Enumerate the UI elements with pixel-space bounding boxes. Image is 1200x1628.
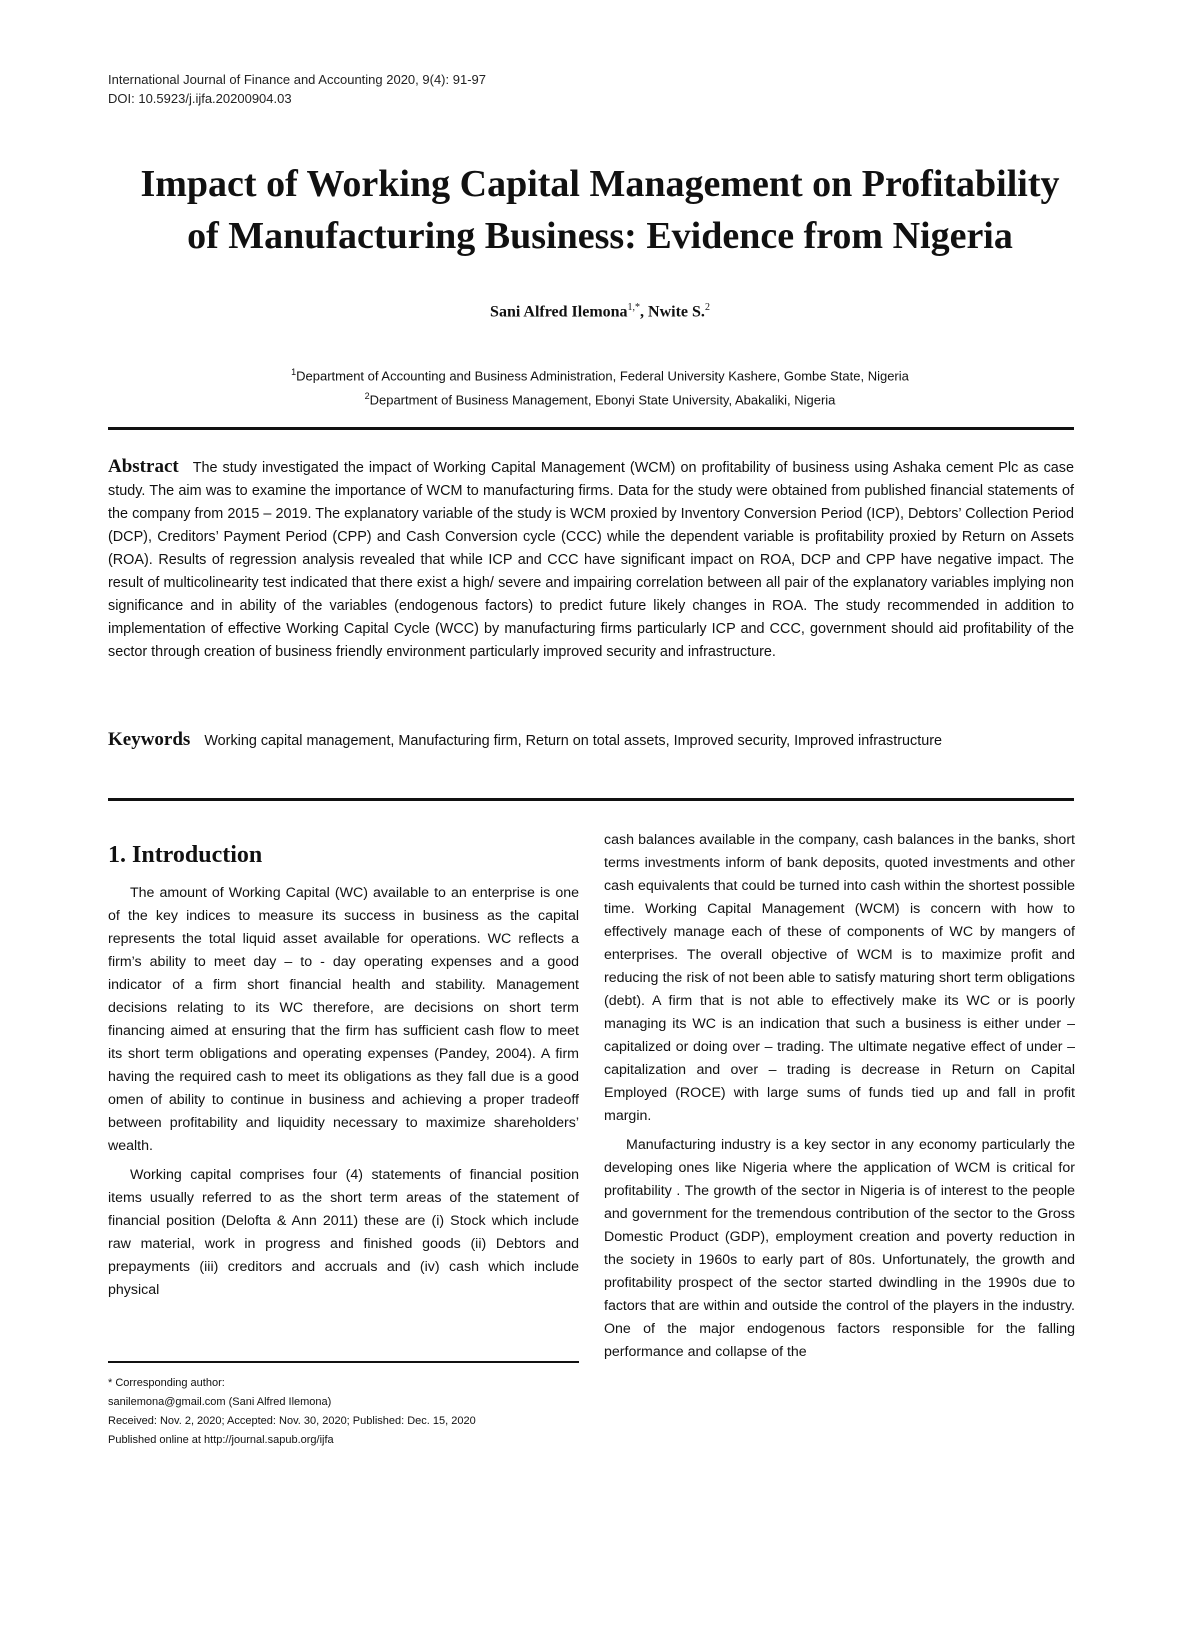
- title-line-1: Impact of Working Capital Management on Profitability: [140, 163, 1060, 205]
- footnote-divider: [108, 1361, 579, 1363]
- author-separator: ,: [640, 303, 649, 321]
- paragraph: Manufacturing industry is a key sector in any economy particularly the developing ones like Nigeria where the application of WCM is critical for profitability . The growth of the sector in Nigeria is of interest to the people and government for the tremendous contribution of the sector to the Gross Domestic Product (GDP), employment creation and poverty reduction in the society in 1960s to early part of 80s. Unfortunately, the growth and profitability prospect of the sector started dwindling in the 1990s due to factors that are within and outside the control of the players in the industry. One of the major endogenous factors responsible for the falling performance and collapse of the: [604, 1137, 1075, 1360]
- keywords: [108, 728, 1074, 753]
- divider-bottom: [108, 798, 1074, 801]
- affiliation: [0, 386, 1200, 410]
- keywords-label: Keywords: [108, 729, 191, 750]
- journal-citation: International Journal of Finance and Accounting 2020, 9(4): 91-97: [108, 72, 486, 87]
- section-heading: 1. Introduction: [108, 842, 263, 868]
- affiliation: [0, 362, 1200, 386]
- footnote: [108, 1374, 579, 1450]
- publication-url: Published online at http://journal.sapub.org/ijfa: [108, 1434, 334, 1446]
- title-line-2: of Manufacturing Business: Evidence from Nigeria: [187, 215, 1013, 257]
- paragraph: cash balances available in the company, cash balances in the banks, short terms investments inform of bank deposits, quoted investments and other cash equivalents that could be turned into cash within the shortest possible time. Working Capital Management (WCM) is concern with how to effectively manage each of these of components of WC by mangers of enterprises. The overall objective of WCM is to maximize profit and reducing the risk of not been able to satisfy maturing short term obligations (debt). A firm that is not able to effectively make its WC or is poorly managing its WC is an indication that such a business is either under – capitalized or doing over – trading. The ultimate negative effect of under – capitalization and over – trading is decrease in Return on Capital Employed (ROCE) with large sums of funds tied up and fall in profit margin.: [604, 832, 1075, 1124]
- author-name: Nwite S.: [648, 303, 705, 321]
- abstract: [108, 455, 1074, 664]
- author-list: [0, 302, 1200, 321]
- left-column: [108, 882, 579, 1308]
- affiliation-text: Department of Accounting and Business Administration, Federal University Kashere, Gombe State, Nigeria: [296, 368, 909, 384]
- journal-header: [108, 70, 486, 108]
- divider-top: [108, 427, 1074, 430]
- paragraph: The amount of Working Capital (WC) available to an enterprise is one of the key indices to measure its success in business as the capital represents the total liquid asset available for operations. WC reflects a firm’s ability to meet day – to - day operating expenses and a good indicator of a firm short financial health and stability. Management decisions relating to its WC therefore, are decisions on short term financing aimed at ensuring that the firm has sufficient cash flow to meet its short term obligations and operating expenses (Pandey, 2004). A firm having the required cash to meet its obligations as they fall due is a good omen of ability to continue in business and achieving a proper tradeoff between profitability and liquidity necessary to maximize shareholders’ wealth.: [108, 885, 579, 1154]
- keywords-text: Working capital management, Manufacturing firm, Return on total assets, Improved security, Improved infrastructure: [204, 733, 943, 749]
- author-affil-marker: 1,*: [627, 302, 641, 313]
- paragraph: Working capital comprises four (4) statements of financial position items usually referred to as the short term areas of the statement of financial position (Delofta & Ann 2011) these are (i) Stock which include raw material, work in progress and finished goods (ii) Debtors and prepayments (iii) creditors and accruals and (iv) cash which include physical: [108, 1167, 579, 1298]
- corresponding-author: * Corresponding author:: [108, 1377, 225, 1389]
- author-email: sanilemona@gmail.com (Sani Alfred Ilemona): [108, 1396, 332, 1408]
- author-name: Sani Alfred Ilemona: [490, 303, 628, 321]
- affiliations: [0, 362, 1200, 411]
- affiliation-number: 1: [291, 367, 297, 377]
- publication-dates: Received: Nov. 2, 2020; Accepted: Nov. 30, 2020; Published: Dec. 15, 2020: [108, 1415, 476, 1427]
- affiliation-text: Department of Business Management, Ebonyi State University, Abakaliki, Nigeria: [369, 392, 836, 408]
- abstract-text: The study investigated the impact of Working Capital Management (WCM) on profitability of business using Ashaka cement Plc as case study. The aim was to examine the importance of WCM to manufacturing firms. Data for the study were obtained from published financial statements of the company from 2015 – 2019. The explanatory variable of the study is WCM proxied by Inventory Conversion Period (ICP), Debtors’ Collection Period (DCP), Creditors’ Payment Period (CPP) and Cash Conversion cycle (CCC) while the dependent variable is profitability proxied by Return on Assets (ROA). Results of regression analysis revealed that while ICP and CCC have significant impact on ROA, DCP and CPP have negative impact. The result of multicolinearity test indicated that there exist a high/ severe and impairing correlation between all pair of the explanatory variables implying non significance and in ability of the variables (endogenous factors) to predict future likely changes in ROA. The study recommended in addition to implementation of effective Working Capital Cycle (WCC) by manufacturing firms particularly ICP and CCC, government should aid profitability of the sector through creation of business friendly environment particularly improved security and infrastructure.: [108, 460, 1074, 660]
- paper-title: [80, 158, 1120, 262]
- author-affil-marker: 2: [704, 302, 710, 313]
- affiliation-number: 2: [364, 391, 370, 402]
- abstract-label: Abstract: [108, 456, 179, 477]
- right-column: [604, 829, 1075, 1370]
- doi: DOI: 10.5923/j.ijfa.20200904.03: [108, 91, 292, 106]
